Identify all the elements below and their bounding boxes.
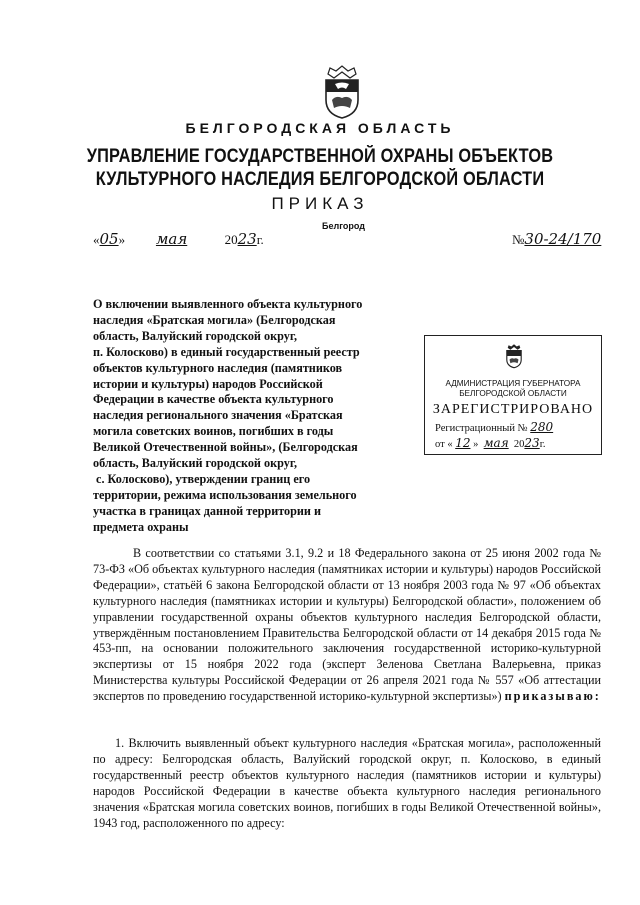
stamp-date-label: от « [435, 439, 453, 450]
region-name: БЕЛГОРОДСКАЯ ОБЛАСТЬ [185, 120, 455, 136]
order-number [512, 230, 601, 248]
title-line: Федерации в качестве объекта культурного [93, 392, 334, 407]
coat-of-arms-icon [322, 64, 362, 120]
title-line: могила советских воинов, погибших в годы [93, 424, 334, 439]
stamp-coat-of-arms-icon [505, 342, 523, 370]
department-name-line1: УПРАВЛЕНИЕ ГОСУДАРСТВЕННОЙ ОХРАНЫ ОБЪЕКТОВ [86, 146, 554, 167]
stamp-admin-line1: АДМИНИСТРАЦИЯ ГУБЕРНАТОРА [445, 379, 581, 388]
title-line: участка в границах данной территории и [93, 503, 322, 518]
title-line: О включении выявленного объекта культурного [93, 297, 363, 311]
date-year-unit: г. [256, 232, 264, 247]
stamp-date-year-prefix: 20 [513, 439, 525, 450]
title-line: с. Колосково), утверждении границ его [93, 471, 311, 486]
title-line: объектов культурного наследия (памятников [93, 360, 343, 375]
clause-1-paragraph: 1. Включить выявленный объект культурного наследия «Братская могила», расположенный по адресу: Белгородская область, Валуйский городской округ, п. Колосково, в единый государственный реестр объектов культурного наследия (памятников истории и культуры) народов Российской Федерации в качестве объекта культурного наследия регионального значения «Братская могила советских воинов, погибших в годы Великой Отечественной войны», 1943 год, расположенного по адресу: [93, 736, 601, 830]
stamp-date-month: мая [483, 436, 509, 450]
title-line: наследия регионального значения «Братская [93, 408, 343, 423]
date-month: мая [155, 230, 188, 248]
date-open-quote: « [93, 232, 100, 247]
order-keyword: приказываю: [504, 689, 601, 704]
stamp-date-year-suffix: 23 [524, 436, 540, 450]
date-year-suffix: 23 [237, 230, 257, 248]
title-line: предмета охраны [93, 519, 189, 534]
stamp-reg-value: 280 [530, 420, 554, 434]
registration-stamp [424, 335, 602, 455]
order-number-value: 30-24/170 [524, 230, 602, 248]
order-number-prefix: № [512, 232, 525, 247]
city-name: Белгород [322, 221, 365, 231]
stamp-date-year-unit: г. [539, 439, 546, 450]
date-close-quote: » [118, 232, 126, 247]
title-line: п. Колосково) в единый государственный реестр [93, 344, 360, 359]
stamp-reg-label: Регистрационный № [435, 423, 528, 434]
stamp-admin-line2: БЕЛГОРОДСКОЙ ОБЛАСТИ [459, 388, 567, 398]
date-year-prefix: 20 [224, 232, 238, 247]
title-line: область, Валуйский городской округ, [93, 456, 298, 471]
stamp-administration [425, 379, 601, 398]
preamble-paragraph [93, 546, 601, 705]
title-line: область, Валуйский городской округ, [93, 328, 298, 343]
document-type: ПРИКАЗ [271, 194, 369, 213]
stamp-date-close-quote: » [473, 439, 479, 450]
department-name-line2: КУЛЬТУРНОГО НАСЛЕДИЯ БЕЛГОРОДСКОЙ ОБЛАСТИ [95, 169, 545, 190]
stamp-registered: ЗАРЕГИСТРИРОВАНО [432, 402, 594, 417]
stamp-registration-number [435, 420, 553, 434]
order-title [93, 297, 393, 536]
stamp-date-day: 12 [455, 436, 471, 450]
title-line: Великой Отечественной войны», (Белгородская [93, 440, 358, 455]
preamble-text: В соответствии со статьями 3.1, 9.2 и 18 Федерального закона от 25 июня 2002 года № 73-ФЗ «Об объектах культурного наследия (памятниках истории и культуры) народов Российской Федерации», статьёй 6 закона Белгородской области от 13 ноября 2003 года № 97 «Об объектах культурного наследия (памятниках истории и культуры) Белгородской области», положением об управлении государственной охраны объектов культурного наследия Белгородской области, утверждённым постановлением Правительства Белгородской области от 14 декабря 2015 года № 453-пп, на основании положительного заключения государственной историко-культурной экспертизы от 15 ноября 2022 года (эксперт Зеленова Светлана Валерьевна, приказ Министерства культуры Российской Федерации от 26 апреля 2021 года № 557 «Об аттестации экспертов по проведению государственной историко-культурной экспертизы») [93, 546, 601, 704]
title-line: наследия «Братская могила» (Белгородская [93, 312, 336, 327]
stamp-date [435, 436, 545, 450]
title-line: истории и культуры) народов Российской [93, 376, 323, 391]
title-line: территории, режима использования земельного [93, 487, 357, 502]
date-day: 05 [99, 230, 119, 248]
order-date [93, 230, 264, 248]
